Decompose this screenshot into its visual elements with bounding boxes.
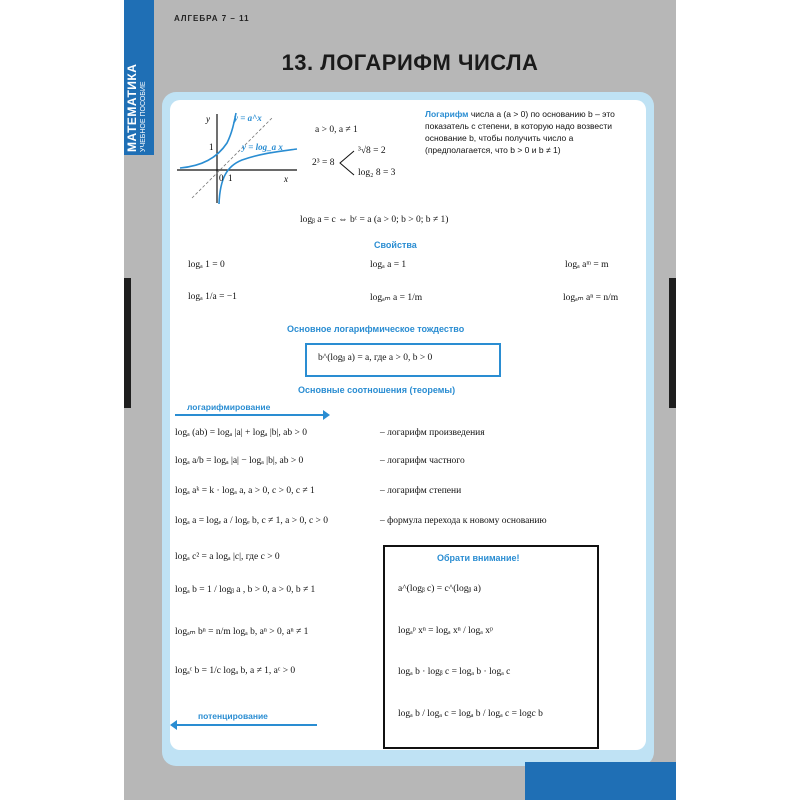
theorem-desc: – логарифм произведения — [380, 428, 485, 438]
curve1-label: y = a^x — [234, 113, 262, 123]
header-label: АЛГЕБРА 7 – 11 — [174, 14, 250, 23]
theorem-formula: logₐ a = logₑ a / logₑ b, c ≠ 1, a > 0, c > 0 — [175, 516, 329, 526]
theorems-heading: Основные соотношения (теоремы) — [298, 385, 456, 395]
logarithmization-arrow — [175, 414, 325, 416]
theorem-formula: logₐ (ab) = logₐ |a| + logₐ |b|, ab > 0 — [175, 428, 307, 438]
page-title: 13. ЛОГАРИФМ ЧИСЛА — [281, 50, 539, 75]
property-item: logₐ a = 1 — [370, 260, 407, 270]
spine-title: МАТЕМАТИКА — [125, 63, 139, 152]
function-graph — [172, 108, 302, 208]
example-root: ³√8 = 2 — [358, 146, 386, 156]
attention-item: a^(logᵦ c) = c^(logᵦ a) — [398, 584, 481, 594]
definition-formula: logᵦ a = c ⇔ bᶜ = a (a > 0; b > 0; b ≠ 1) — [300, 215, 449, 225]
x-tick-label: 1 — [228, 173, 233, 183]
theorem-extra: logₐ c² = a logₐ |c|, где c > 0 — [175, 552, 280, 562]
y-axis-label: y — [206, 114, 210, 124]
spine-label — [126, 64, 148, 152]
theorem-extra: logₐₘ bⁿ = n/m logₐ b, aⁿ > 0, aⁿ ≠ 1 — [175, 627, 309, 637]
definition-text: числа a (a > 0) по основанию b – это показатель c степени, в которую надо возвести основание b, чтобы получить число a (предполагается, что b > 0 и b ≠ 1) — [425, 109, 615, 155]
attention-item: logₐᵖ xⁿ = logₐ xⁿ / logₐ xᵖ — [398, 626, 493, 636]
theorem-extra: logₐ b = 1 / logᵦ a , b > 0, a > 0, b ≠ 1 — [175, 585, 316, 595]
example-branch — [338, 148, 356, 178]
theorem-desc: – логарифм степени — [380, 486, 462, 496]
example-equation: 2³ = 8 — [312, 158, 335, 168]
curve2-label: y = log_a x — [242, 142, 283, 152]
theorem-formula: logₐ aᵏ = k · logₐ a, a > 0, c > 0, c ≠ 1 — [175, 486, 315, 496]
example-log: log₂ 8 = 3 — [358, 168, 396, 178]
property-item: logₐₘ aⁿ = n/m — [563, 293, 619, 303]
corner-decoration — [525, 762, 676, 800]
theorem-desc: – логарифм частного — [380, 456, 465, 466]
origin-label: 0 — [219, 173, 224, 183]
potentiation-label: потенцирование — [198, 711, 268, 721]
attention-item: logₐ b · logᵦ c = logₐ b · logₐ c — [398, 667, 511, 677]
x-axis-label: x — [284, 174, 288, 184]
left-side-tab — [124, 278, 131, 408]
definition-note — [425, 108, 637, 156]
definition-term: Логарифм — [425, 109, 469, 119]
spine — [124, 0, 154, 155]
theorem-desc: – формула перехода к новому основанию — [380, 516, 547, 526]
property-item: logₐₘ a = 1/m — [370, 293, 423, 303]
potentiation-arrow — [175, 724, 317, 726]
attention-item: logₐ b / logₐ c = logₐ b / logₐ c = logc b — [398, 709, 543, 719]
property-item: logₐ 1/a = −1 — [188, 292, 237, 302]
right-side-tab — [669, 278, 676, 408]
identity-heading: Основное логарифмическое тождество — [287, 324, 465, 334]
spine-subtitle: УЧЕБНОЕ ПОСОБИЕ — [140, 81, 147, 152]
property-item: logₐ aᵐ = m — [565, 260, 609, 270]
identity-formula: b^(logᵦ a) = a, где a > 0, b > 0 — [318, 353, 433, 363]
theorem-formula: logₐ a/b = logₐ |a| − logₐ |b|, ab > 0 — [175, 456, 304, 466]
y-tick-label: 1 — [209, 142, 214, 152]
logarithmization-label: логарифмирование — [187, 402, 271, 412]
example-condition: a > 0, a ≠ 1 — [315, 125, 358, 135]
property-item: logₐ 1 = 0 — [188, 260, 225, 270]
properties-heading: Свойства — [374, 240, 417, 250]
theorem-extra: logₐᶜ b = 1/c logₐ b, a ≠ 1, aᶜ > 0 — [175, 666, 296, 676]
attention-heading: Обрати внимание! — [437, 553, 520, 563]
